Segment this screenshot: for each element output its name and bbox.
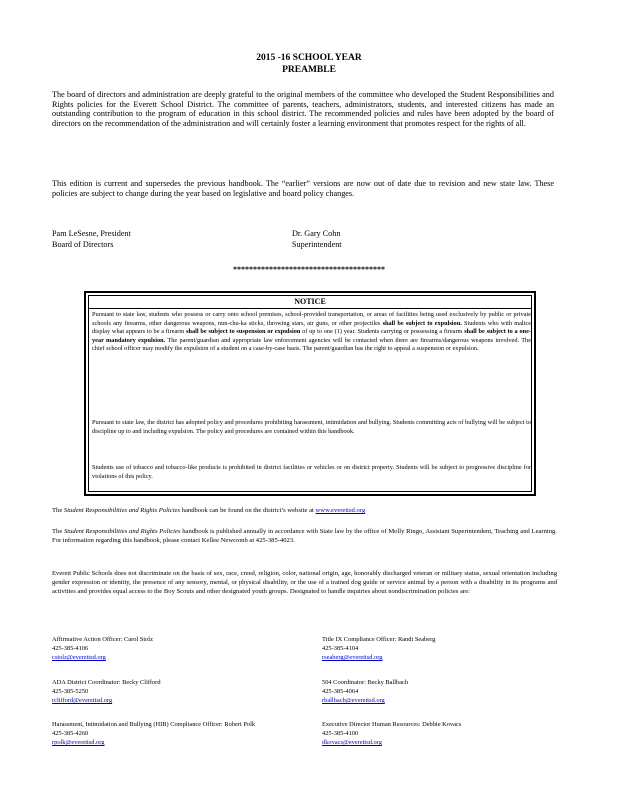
signature-right-title: Superintendent <box>292 240 342 249</box>
contact-email-link[interactable]: rpolk@everettsd.org <box>52 739 105 746</box>
notice-inner-border <box>88 295 532 492</box>
signature-left-title: Board of Directors <box>52 240 114 249</box>
contact-email-link[interactable]: cstolz@everettsd.org <box>52 654 106 661</box>
contact-role: Affirmative Action Officer: Carol Stolz <box>52 636 153 643</box>
divider-stars: ************************************** <box>233 265 385 274</box>
handbook-website-note: The Student Responsibilities and Rights Policies handbook can be found on the district’s website at www.everettsd.org <box>52 507 366 514</box>
contact-email-link[interactable]: rballbach@everettsd.org <box>322 697 385 704</box>
contact-email-link[interactable]: dkovacs@everettsd.org <box>322 739 382 746</box>
page-title: 2015 -16 SCHOOL YEAR <box>256 53 362 63</box>
contact-role: Title IX Compliance Officer: Randi Seaberg <box>322 636 436 643</box>
contact-ada-coordinator <box>52 678 282 705</box>
contact-phone: 425-385-4100 <box>322 730 359 737</box>
contact-role: ADA District Coordinator: Becky Clifford <box>52 679 161 686</box>
signature-left-name: Pam LeSesne, President <box>52 229 131 238</box>
notice-paragraph-1: Pursuant to state law, students who possess or carry onto school premises, school-provided transportation, or areas of facilities being used exclusively by public or private schools any firearms, other dangerous weapons, nun-chu-ka sticks, throwing stars, air guns, or other projectiles shall be subject to expulsion. Students who with malice display what appears to be a firearm shall be subject to suspension or expulsion of up to one (1) year. Students carrying or possessing a firearm shall be subject to a one-year mandatory expulsion. The parent/guardian and appropriate law enforcement agencies will be contacted when there are firearms/dangerous weapons involved. The chief school officer may modify the expulsion of a student on a case-by-case basis. The parent/guardian has the right to appeal a suspension or expulsion. <box>92 311 531 352</box>
nondiscrimination-statement: Everett Public Schools does not discriminate on the basis of sex, race, creed, religion, color, national origin, age, honorably discharged veteran or military status, sexual orientation including gender expression or identity, the presence of any sensory, mental, or physical disability, or the use of a trained dog guide or service animal by a person with a disability in its programs and activities and provides equal access to the Boy Scouts and other designated youth groups. Designated to handle inquiries about nondiscrimination policies are: <box>52 570 557 595</box>
contact-phone: 425-385-4260 <box>52 730 89 737</box>
district-website-link[interactable]: www.everettsd.org <box>315 507 366 514</box>
contact-email-link[interactable]: rseaberg@everettsd.org <box>322 654 383 661</box>
notice-paragraph-3: Students use of tobacco and tobacco-like products is prohibited in district facilities or vehicles or on district property. Students will be subject to progressive discipline for violations of this policy. <box>92 464 531 480</box>
notice-paragraph-2: Pursuant to state law, the district has adopted policy and procedures prohibiting harassment, intimidation and bullying. Students committing acts of bullying will be subject to discipline up to and including expulsion. The policy and procedures are contained within this handbook. <box>92 419 531 435</box>
contact-phone: 425-385-4104 <box>322 645 359 652</box>
contact-title-ix <box>322 635 552 662</box>
preamble-paragraph-1: The board of directors and administration are deeply grateful to the original members of the committee who developed the Student Responsibilities and Rights policies for the Everett School District. The committee of parents, teachers, administrators, students, and interested citizens has made an outstanding contribution to the program of education in this school district. The recommended policies and rules have been adopted by the board of directors on the recommendation of the administration and will certainly foster a learning environment that promotes respect for the rights of all. <box>52 90 554 128</box>
contact-role: Harassment, Intimidation and Bullying (HIB) Compliance Officer: Robert Polk <box>52 721 256 728</box>
contact-role: 504 Coordinator: Becky Ballbach <box>322 679 409 686</box>
contact-phone: 425-385-4064 <box>322 688 359 695</box>
contact-affirmative-action <box>52 635 282 662</box>
contact-504-coordinator <box>322 678 552 705</box>
contact-phone: 425-385-5250 <box>52 688 89 695</box>
handbook-publication-note: The Student Responsibilities and Rights Policies handbook is published annually in accordance with State law by the office of Molly Ringo, Assistant Superintendent, Teaching and Learning. For information regarding this handbook, please contact Kellee Newcomb at 425-385-4023. <box>52 528 557 544</box>
contact-human-resources <box>322 720 552 747</box>
signature-right-name: Dr. Gary Cohn <box>292 229 341 238</box>
contact-phone: 425-385-4106 <box>52 645 89 652</box>
contact-hib-compliance <box>52 720 282 747</box>
preamble-paragraph-2: This edition is current and supersedes the previous handbook. The “earlier” versions are now out of date due to revision and new state law. These policies are subject to change during the year based on legislative and board policy changes. <box>52 179 554 198</box>
notice-title: NOTICE <box>294 297 326 306</box>
contact-role: Executive Director Human Resources: Debbie Kovacs <box>322 721 462 728</box>
notice-title-rule <box>89 308 531 309</box>
page-subtitle: PREAMBLE <box>282 65 336 75</box>
notice-box <box>84 291 536 496</box>
contact-email-link[interactable]: rclifford@everettsd.org <box>52 697 113 704</box>
